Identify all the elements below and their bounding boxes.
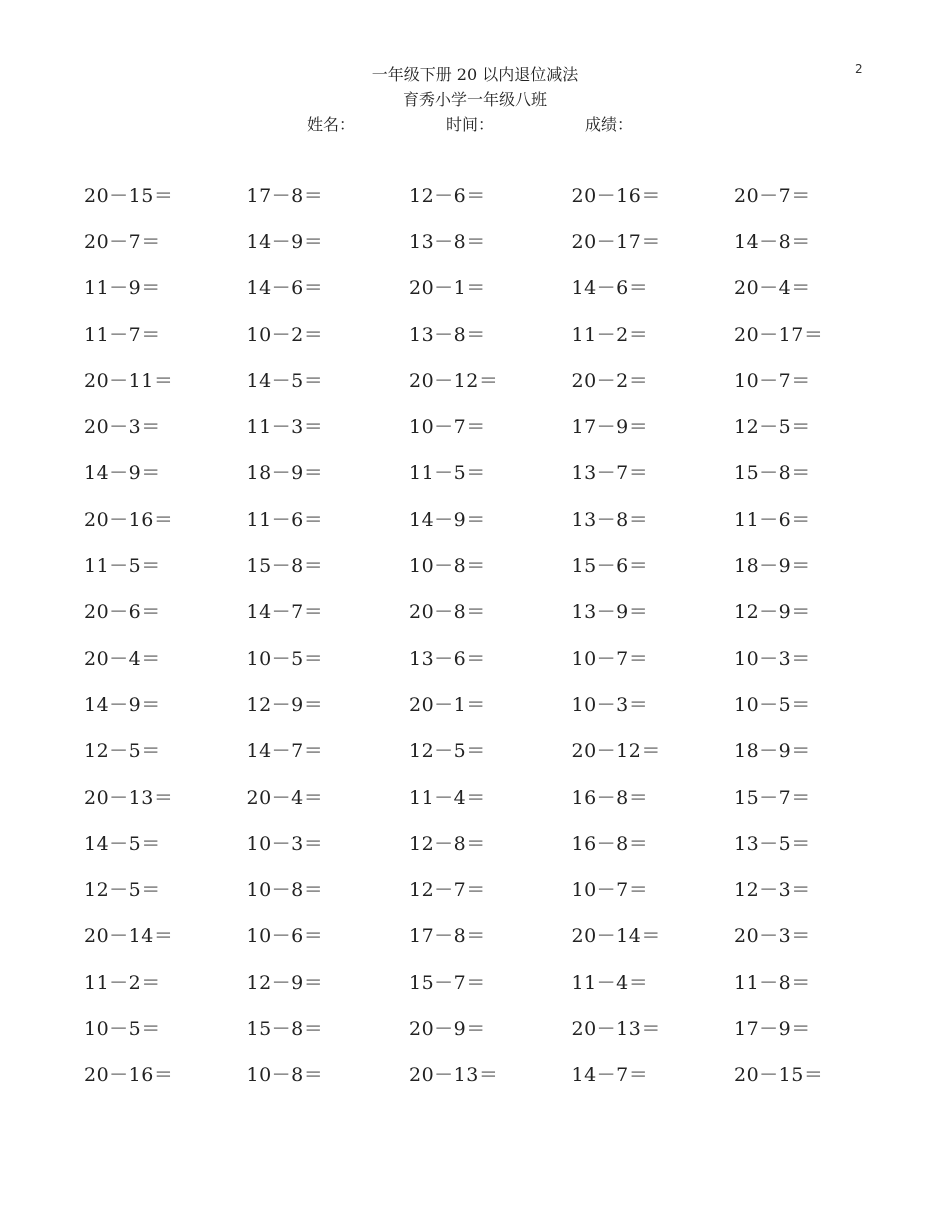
subtraction-problem: 14－7＝ (246, 740, 324, 763)
subtraction-problem: 12－5＝ (84, 740, 161, 763)
subtraction-problem: 13－8＝ (409, 230, 486, 253)
subtraction-problem: 11－4＝ (571, 971, 649, 994)
subtraction-problem: 15－8＝ (246, 555, 324, 578)
subtraction-problem: 15－8＝ (246, 1017, 324, 1040)
subtraction-problem: 12－5＝ (84, 879, 161, 902)
subtraction-problem: 10－8＝ (246, 879, 324, 902)
subtraction-problem: 12－9＝ (246, 971, 324, 994)
subtraction-problem: 20－7＝ (84, 230, 161, 253)
subtraction-problem: 20－14＝ (571, 925, 661, 948)
time-field-label: 时间： (446, 115, 495, 134)
subtraction-problem: 10－2＝ (246, 323, 324, 346)
problem-row (84, 912, 897, 958)
subtraction-problem: 14－9＝ (409, 508, 486, 531)
subtraction-problem: 12－6＝ (409, 184, 486, 207)
subtraction-problem: 10－7＝ (571, 879, 649, 902)
subtraction-problem: 13－7＝ (571, 462, 649, 485)
subtraction-problem: 14－9＝ (246, 230, 324, 253)
name-field-label: 姓名： (307, 115, 356, 134)
subtraction-problem: 14－7＝ (571, 1064, 649, 1087)
subtraction-problem: 14－6＝ (246, 277, 324, 300)
subtraction-problem: 10－3＝ (246, 832, 324, 855)
subtraction-problem: 10－8＝ (246, 1064, 324, 1087)
subtraction-problem: 17－9＝ (734, 1017, 811, 1040)
subtraction-problem: 12－3＝ (734, 879, 811, 902)
subtraction-problem: 11－8＝ (734, 971, 811, 994)
subtraction-problem: 15－6＝ (571, 555, 649, 578)
subtraction-problem: 20－11＝ (84, 369, 174, 392)
subtraction-problem: 17－8＝ (246, 184, 324, 207)
problem-row (84, 588, 897, 634)
subtraction-problem: 20－17＝ (734, 323, 824, 346)
subtraction-problem: 15－8＝ (734, 462, 811, 485)
subtraction-problem: 20－17＝ (571, 230, 661, 253)
subtraction-problem: 15－7＝ (734, 786, 811, 809)
page-number: 2 (855, 62, 863, 76)
subtraction-problem: 20－7＝ (734, 184, 811, 207)
subtraction-problem: 20－12＝ (571, 740, 661, 763)
subtraction-problem: 12－9＝ (734, 601, 811, 624)
subtraction-problem: 12－5＝ (734, 416, 811, 439)
problem-row (84, 1004, 897, 1050)
subtraction-problem: 17－8＝ (409, 925, 486, 948)
subtraction-problem: 12－9＝ (246, 693, 324, 716)
subtraction-problem: 14－8＝ (734, 230, 811, 253)
problem-row (84, 264, 897, 310)
problem-row (84, 680, 897, 726)
subtraction-problem: 15－7＝ (409, 971, 486, 994)
subtraction-problem: 13－8＝ (571, 508, 649, 531)
subtraction-problem: 13－6＝ (409, 647, 486, 670)
subtraction-problem: 18－9＝ (246, 462, 324, 485)
subtraction-problem: 11－5＝ (84, 555, 161, 578)
subtraction-problem: 20－3＝ (734, 925, 811, 948)
subtraction-problem: 16－8＝ (571, 832, 649, 855)
subtraction-problem: 20－9＝ (409, 1017, 486, 1040)
subtraction-problem: 14－7＝ (246, 601, 324, 624)
problem-row (84, 449, 897, 495)
subtraction-problem: 20－16＝ (84, 508, 174, 531)
subtraction-problem: 14－9＝ (84, 693, 161, 716)
problem-grid (84, 171, 897, 1097)
subtraction-problem: 20－3＝ (84, 416, 161, 439)
subtraction-problem: 11－3＝ (246, 416, 324, 439)
subtraction-problem: 20－4＝ (246, 786, 324, 809)
subtraction-problem: 11－6＝ (734, 508, 811, 531)
subtraction-problem: 12－7＝ (409, 879, 486, 902)
subtraction-problem: 20－4＝ (84, 647, 161, 670)
problem-row (84, 727, 897, 773)
subtraction-problem: 10－5＝ (84, 1017, 161, 1040)
subtraction-problem: 10－8＝ (409, 555, 486, 578)
subtraction-problem: 20－6＝ (84, 601, 161, 624)
subtraction-problem: 10－7＝ (409, 416, 486, 439)
problem-row (84, 958, 897, 1004)
problem-row (84, 1051, 897, 1097)
subtraction-problem: 13－9＝ (571, 601, 649, 624)
subtraction-problem: 14－9＝ (84, 462, 161, 485)
subtraction-problem: 20－8＝ (409, 601, 486, 624)
problem-row (84, 171, 897, 217)
subtraction-problem: 20－15＝ (734, 1064, 824, 1087)
subtraction-problem: 11－7＝ (84, 323, 161, 346)
problem-row (84, 773, 897, 819)
subtraction-problem: 20－16＝ (84, 1064, 174, 1087)
subtraction-problem: 11－9＝ (84, 277, 161, 300)
score-field-label: 成绩： (585, 115, 634, 134)
subtraction-problem: 10－7＝ (571, 647, 649, 670)
subtraction-problem: 16－8＝ (571, 786, 649, 809)
subtraction-problem: 13－5＝ (734, 832, 811, 855)
subtraction-problem: 18－9＝ (734, 555, 811, 578)
subtraction-problem: 18－9＝ (734, 740, 811, 763)
problem-row (84, 634, 897, 680)
subtraction-problem: 11－2＝ (84, 971, 161, 994)
subtraction-problem: 14－5＝ (84, 832, 161, 855)
subtraction-problem: 11－4＝ (409, 786, 486, 809)
subtraction-problem: 11－6＝ (246, 508, 324, 531)
subtraction-problem: 10－6＝ (246, 925, 324, 948)
subtraction-problem: 20－12＝ (409, 369, 499, 392)
subtraction-problem: 10－7＝ (734, 369, 811, 392)
subtraction-problem: 20－13＝ (409, 1064, 499, 1087)
subtraction-problem: 20－16＝ (571, 184, 661, 207)
worksheet-title: 一年级下册 20 以内退位减法 (371, 65, 579, 84)
problem-row (84, 402, 897, 448)
subtraction-problem: 20－15＝ (84, 184, 174, 207)
subtraction-problem: 20－13＝ (571, 1017, 661, 1040)
subtraction-problem: 10－3＝ (734, 647, 811, 670)
subtraction-problem: 10－5＝ (246, 647, 324, 670)
subtraction-problem: 20－2＝ (571, 369, 649, 392)
subtraction-problem: 13－8＝ (409, 323, 486, 346)
subtraction-problem: 14－6＝ (571, 277, 649, 300)
subtraction-problem: 11－5＝ (409, 462, 486, 485)
subtraction-problem: 20－1＝ (409, 693, 486, 716)
problem-row (84, 356, 897, 402)
subtraction-problem: 20－13＝ (84, 786, 174, 809)
subtraction-problem: 20－4＝ (734, 277, 811, 300)
subtraction-problem: 10－3＝ (571, 693, 649, 716)
subtraction-problem: 17－9＝ (571, 416, 649, 439)
problem-row (84, 217, 897, 263)
problem-row (84, 310, 897, 356)
problem-row (84, 865, 897, 911)
subtraction-problem: 12－5＝ (409, 740, 486, 763)
worksheet-subtitle: 育秀小学一年级八班 (402, 90, 547, 109)
subtraction-problem: 20－14＝ (84, 925, 174, 948)
subtraction-problem: 20－1＝ (409, 277, 486, 300)
problem-row (84, 541, 897, 587)
problem-row (84, 819, 897, 865)
subtraction-problem: 11－2＝ (571, 323, 649, 346)
subtraction-problem: 14－5＝ (246, 369, 324, 392)
subtraction-problem: 10－5＝ (734, 693, 811, 716)
problem-row (84, 495, 897, 541)
subtraction-problem: 12－8＝ (409, 832, 486, 855)
